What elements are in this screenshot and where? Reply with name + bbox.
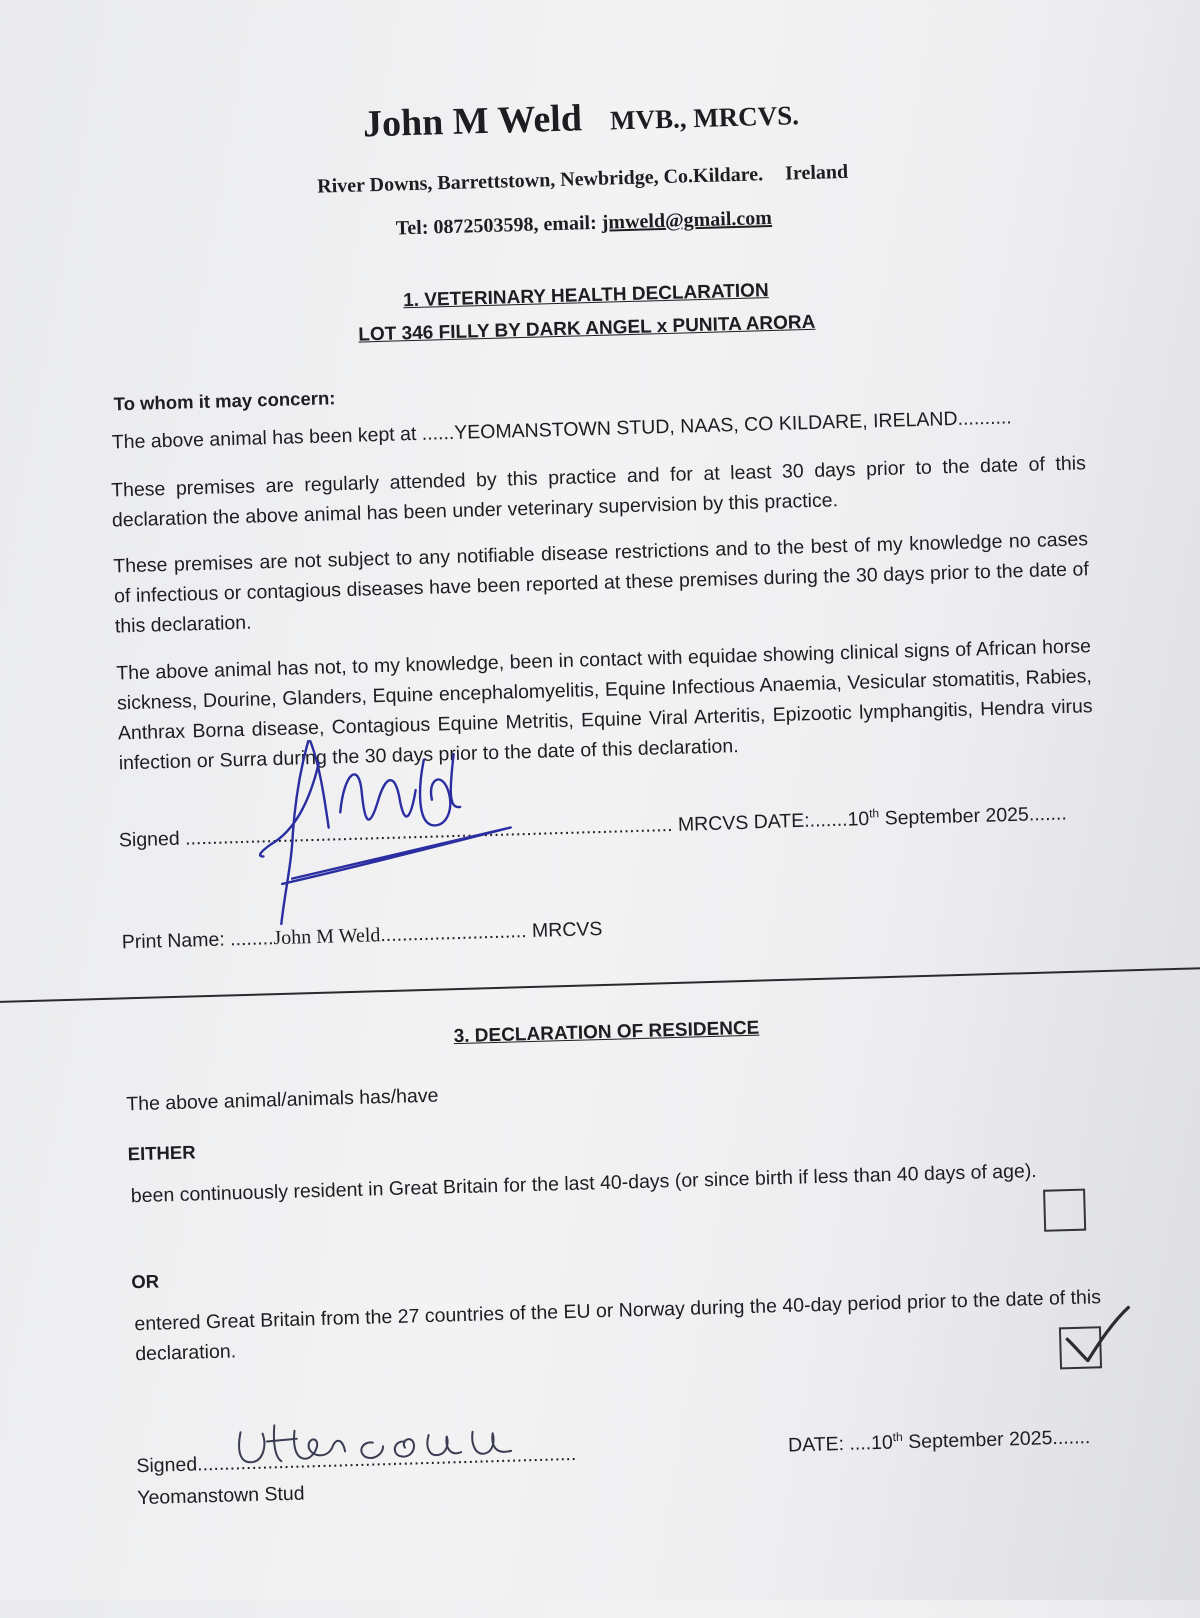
section3-signed-label: Signed: [136, 1453, 198, 1478]
or-label: OR: [130, 1270, 160, 1293]
kept-at-label: The above animal has been kept at ......: [111, 421, 455, 454]
print-name-label: Print Name: ........: [121, 927, 274, 954]
print-name-value: John M Weld: [273, 924, 381, 950]
email-address[interactable]: jmweld@gmail.com: [601, 206, 773, 234]
vet-qualifications: MVB., MRCVS.: [609, 100, 800, 136]
section1-date-ordinal: th: [868, 806, 880, 821]
paragraph-contact-diseases: The above animal has not, to my knowledge, been in contact with equidae showing clinical signs of African horse sickness, Dourine, Glanders, Equine encephalomyelitis, Equine Infectious Anaemia, Vesicular stomatitis, Rabies, Anthrax Borna disease, Contagious Equine Metritis, Equine Viral Arteritis, Epizootic lymphangitis, Hendra virus infection or Surra during the 30 days prior to the date of this declaration.: [115, 635, 1093, 775]
section1-date-day: 10: [847, 807, 870, 831]
tel-number: 0872503598,: [433, 213, 539, 239]
section1-signed-label: Signed: [118, 827, 180, 852]
address-country: Ireland: [784, 160, 849, 185]
checkmark-icon: [1054, 1301, 1136, 1373]
email-label: email:: [543, 211, 598, 236]
vet-signature-graphic: [248, 726, 553, 934]
letterhead-name-line: [0, 80, 1181, 157]
kept-at-value: YEOMANSTOWN STUD, NAAS, CO KILDARE, IRELAND: [453, 407, 958, 444]
section-divider: [0, 966, 1200, 1004]
vet-name: John M Weld: [362, 97, 583, 146]
either-label: EITHER: [127, 1141, 196, 1165]
section1-date-label: DATE:.......: [753, 808, 848, 834]
residence-intro: The above animal/animals has/have: [126, 1084, 439, 1116]
print-name-dots: ...........................: [380, 920, 527, 947]
option-resident-checkbox[interactable]: [1043, 1189, 1086, 1232]
section1-lot: LOT 346 FILLY BY DARK ANGEL x PUNITA ARORA: [358, 311, 816, 346]
section1-title: 1. VETERINARY HEALTH DECLARATION: [402, 280, 769, 312]
letterhead-contact: [0, 195, 1184, 251]
paragraph-supervision: These premises are regularly attended by this practice and for at least 30 days prior to the date of this declaration the above animal has been under veterinary supervision by this practice.: [110, 452, 1087, 532]
salutation: To whom it may concern:: [113, 387, 336, 415]
section1-signed-dots: ..........................................................................................: [184, 813, 673, 850]
section1-date: [753, 801, 1067, 834]
tel-label: Tel:: [395, 216, 429, 240]
print-name-suffix: MRCVS: [531, 917, 603, 942]
section3-date-rest: September 2025.......: [902, 1426, 1091, 1454]
address-text: River Downs, Barrettstown, Newbridge, Co.Kildare.: [316, 163, 764, 198]
section3-signed-dots: ......................................................................: [196, 1442, 577, 1476]
kept-at-line: [112, 406, 1013, 454]
section3-date: [788, 1425, 1091, 1458]
section1-date-rest: September 2025.......: [878, 802, 1068, 830]
section3-date-ordinal: th: [892, 1429, 903, 1445]
stud-signature-graphic: [232, 1412, 554, 1481]
signatory-name: Yeomanstown Stud: [137, 1482, 305, 1510]
section1-signed-suffix: MRCVS: [677, 811, 749, 836]
option-entered-text: entered Great Britain from the 27 countries of the EU or Norway during the 40-day period prior to the date of this declaration.: [134, 1286, 1102, 1366]
section3-date-day: 10: [870, 1431, 894, 1455]
option-resident-text: been continuously resident in Great Britain for the last 40-days (or since birth if less than 40 days of age).: [130, 1159, 1037, 1208]
kept-at-trail: ..........: [957, 406, 1013, 430]
section3-title: 3. DECLARATION OF RESIDENCE: [453, 1017, 760, 1048]
paragraph-restrictions: These premises are not subject to any notifiable disease restrictions and to the best of my knowledge no cases of infectious or contagious diseases have been reported at these premises during the 30 days prior to the date of this declaration.: [112, 528, 1090, 638]
section3-date-label: DATE: ....: [787, 1432, 872, 1457]
